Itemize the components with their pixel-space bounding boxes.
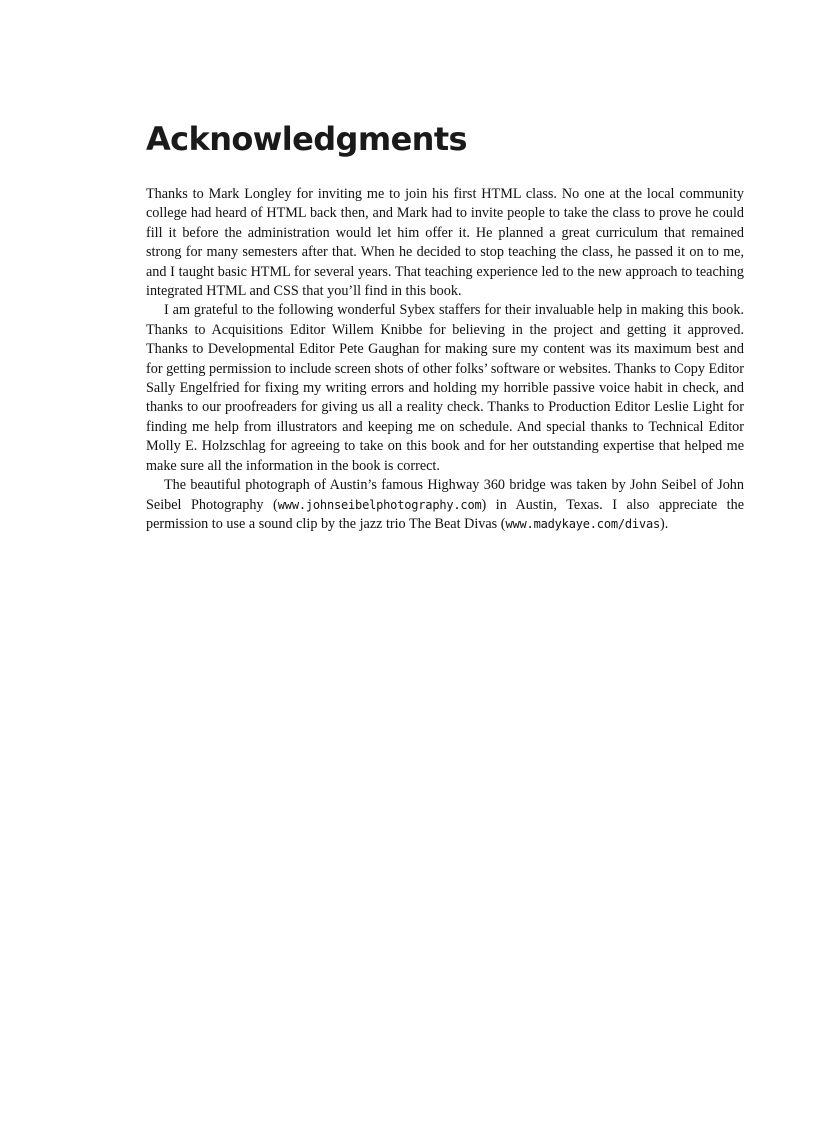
- photo-credit-text-3: ).: [660, 515, 669, 532]
- paragraph-sybex-staff: I am grateful to the following wonderful Sybex staffers for their invaluable help in making this book. Thanks to Acquisitions Editor Willem Knibbe for believing in the project and getting it approved. Thanks to Developmental Editor Pete Gaughan for making sure my content was its maximum best and for getting permission to include screen shots of other folks’ software or websites. Thanks to Copy Editor Sally Engelfried for fixing my writing errors and holding my horrible passive voice habit in check, and thanks to our proofreaders for giving us all a reality check. Thanks to Production Editor Leslie Light for finding me help from illustrators and keeping me on schedule. And special thanks to Technical Editor Molly E. Holzschlag for agreeing to take on this book and for her outstanding expertise that helped me make sure all the information in the book is correct.: [146, 302, 744, 474]
- paragraph-mark-longley: Thanks to Mark Longley for inviting me to join his first HTML class. No one at the local community college had heard of HTML back then, and Mark had to invite people to take the class to prove he could fill it before the administration would let him offer it. He planned a great curriculum that remained strong for many semesters after that. When he decided to stop teaching the class, he passed it on to me, and I taught basic HTML for several years. That teaching experience led to the new approach to teaching integrated HTML and CSS that you’ll find in this book.: [146, 186, 744, 300]
- paragraph-photo-credits: [146, 476, 744, 534]
- page-title: Acknowledgments: [146, 120, 468, 158]
- photo-credit-text-2: ) in Austin, Texas. I also appreciate the permission to use a sound clip by the jazz trio The Beat Divas (: [146, 496, 744, 532]
- photo-credit-text-1: The beautiful photograph of Austin’s famous Highway 360 bridge was taken by John Seibel of John Seibel Photography (: [146, 477, 744, 513]
- acknowledgments-body: [146, 185, 744, 534]
- johnseibel-url: www.johnseibelphotography.com: [277, 497, 482, 512]
- madykaye-url: www.madykaye.com/divas: [505, 516, 661, 531]
